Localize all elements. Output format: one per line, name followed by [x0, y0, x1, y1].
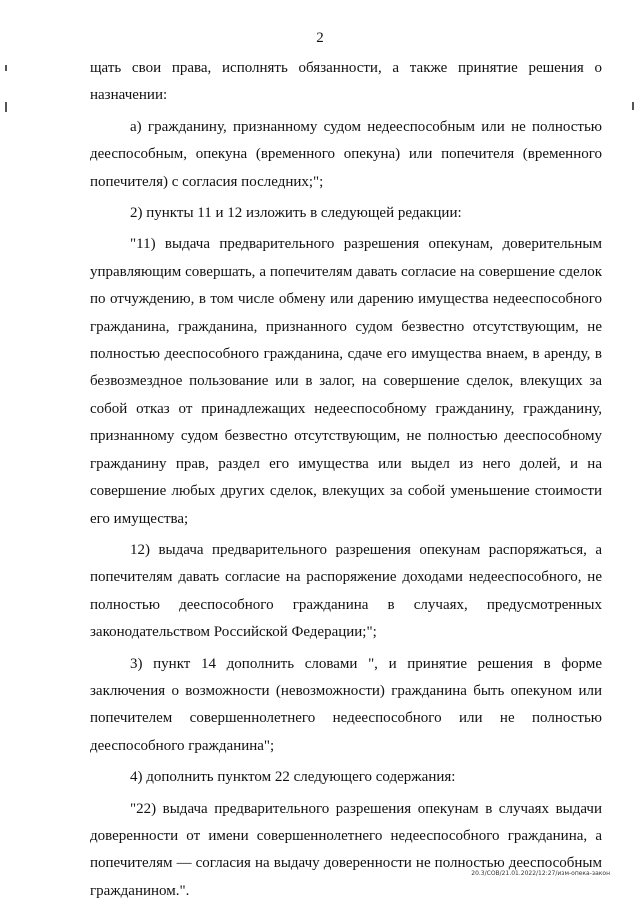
- paragraph-clause-12: 12) выдача предварительного разрешения опекунам распоряжаться, а попечителям давать согласие на распоряжение доходами недееспособного, не полностью дееспособного гражданина в случаях, предусмотренных законодательством Российской Федерации;";: [90, 541, 602, 641]
- paragraph-item-2: 2) пункты 11 и 12 изложить в следующей редакции:: [130, 205, 462, 222]
- document-footer-code: 20.3/СОВ/21.01.2022/12:27/изм-опека-закон: [471, 870, 610, 877]
- paragraph-item-3: 3) пункт 14 дополнить словами ", и принятие решения в форме заключения о возможности (невозможности) гражданина быть опекуном или попечителем совершеннолетнего недееспособного или не полностью дееспособного гражданина";: [90, 655, 602, 754]
- paragraph-clause-11: "11) выдача предварительного разрешения опекунам, доверительным управляющим совершать, а попечителям давать согласие на совершение сделок по отчуждению, в том числе обмену или дарению имущества недееспособного гражданина, гражданина, признанного судом безвестно отсутствующим, не полностью дееспособного гражданина, сдаче его имущества внаем, в аренду, в безвозмездное пользование или в залог, на совершение сделок, влекущих за собой отказ от принадлежащих недееспособному гражданину, гражданину, признанному судом безвестно отсутствующим, не полностью дееспособному гражданину прав, раздел его имущества или выдел из него долей, и на совершение любых других сделок, влекущих за собой уменьшение стоимости его имущества;: [90, 236, 602, 527]
- paragraph-clause-22: "22) выдача предварительного разрешения опекунам в случаях выдачи доверенности от имени совершеннолетнего недееспособного гражданина, а попечителям — согласия на выдачу доверенности не полностью дееспособным гражданином.".: [90, 800, 602, 899]
- paragraph-continuation: щать свои права, исполнять обязанности, а также принятие решения о назначении:: [90, 60, 602, 104]
- scan-mark-left-top: [5, 65, 7, 71]
- scan-mark-left-mid: [5, 102, 7, 112]
- document-body: [90, 55, 602, 905]
- scan-mark-right: [632, 102, 634, 110]
- paragraph-item-4: 4) дополнить пунктом 22 следующего содержания:: [130, 769, 456, 786]
- paragraph-item-a: а) гражданину, признанному судом недееспособным или не полностью дееспособным, опекуна (временного опекуна) или попечителя (временного попечителя) с согласия последних;";: [90, 118, 602, 190]
- page-number: 2: [316, 30, 324, 46]
